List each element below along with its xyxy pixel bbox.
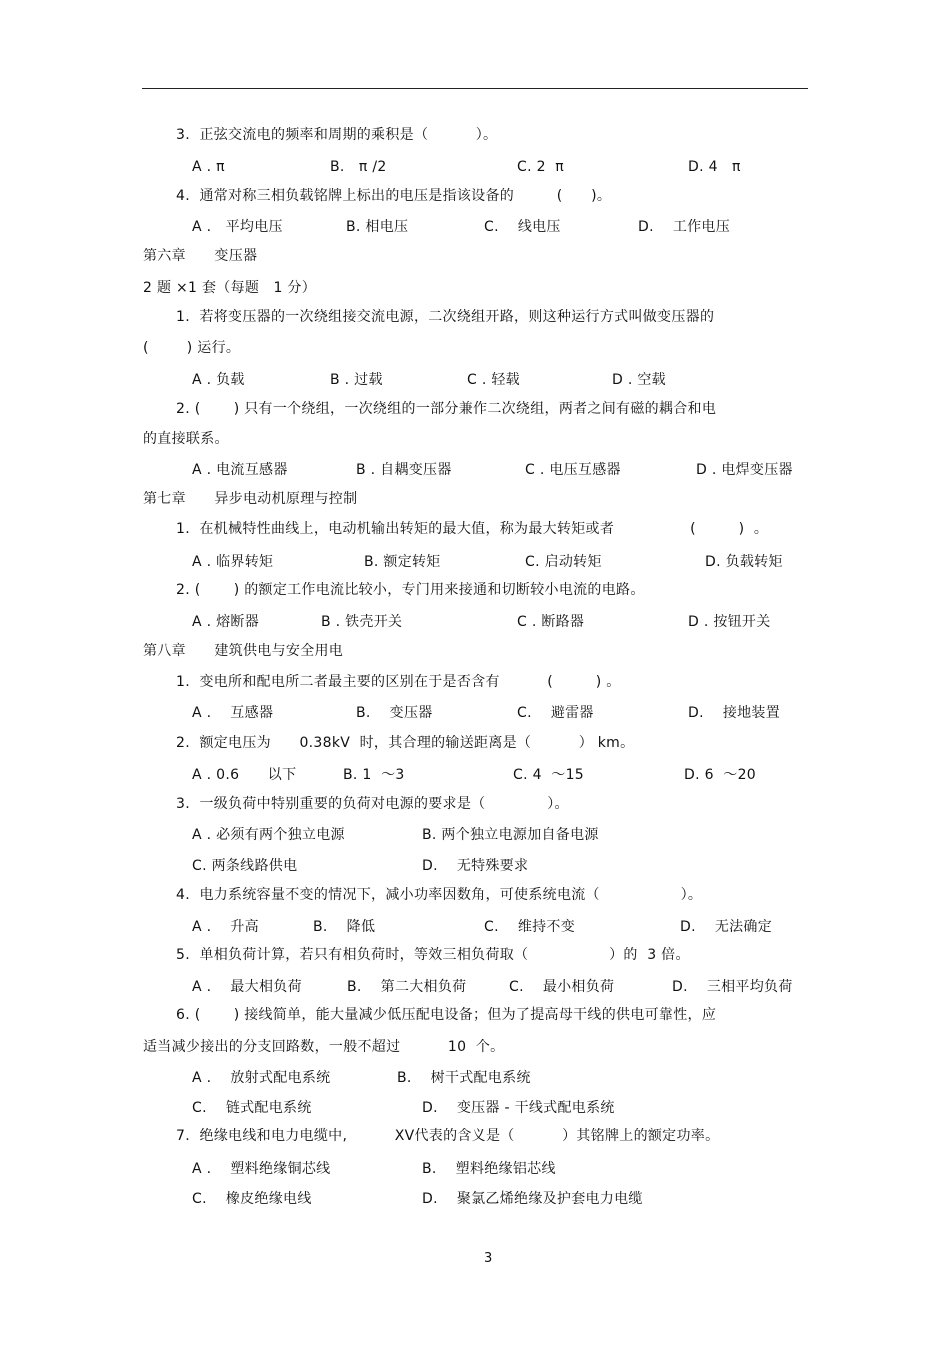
- option-b: B. π /2: [330, 159, 387, 175]
- option-a: A . 熔断器: [192, 614, 260, 630]
- question-stem: 1. 变电所和配电所二者最主要的区别在于是否含有 ( ) 。: [176, 674, 621, 690]
- option-d: D. 接地装置: [688, 705, 781, 721]
- option-a: A . 负载: [192, 372, 245, 388]
- question-continuation: ( ) 运行。: [143, 340, 241, 356]
- question-stem: 3. 一级负荷中特别重要的负荷对电源的要求是（ ）。: [176, 796, 569, 812]
- question-stem: 1. 在机械特性曲线上，电动机输出转矩的最大值，称为最大转矩或者 ( ) 。: [176, 521, 769, 537]
- option-a: A . 放射式配电系统: [192, 1070, 331, 1086]
- question-stem: 2. ( ) 只有一个绕组，一次绕组的一部分兼作二次绕组，两者之间有磁的耦合和电: [176, 401, 717, 417]
- option-c: C. 避雷器: [517, 705, 594, 721]
- option-c: C. 两条线路供电: [192, 858, 298, 874]
- option-d: D. 无特殊要求: [422, 858, 529, 874]
- question-stem: 3. 正弦交流电的频率和周期的乘积是（ ）。: [176, 127, 498, 143]
- option-b: B . 过载: [330, 372, 383, 388]
- option-d: D. 变压器 - 干线式配电系统: [422, 1100, 615, 1116]
- chapter-heading: 第六章 变压器: [143, 248, 258, 264]
- question-stem: 5. 单相负荷计算，若只有相负荷时，等效三相负荷取（ ）的 3 倍。: [176, 947, 690, 963]
- question-continuation: 的直接联系。: [143, 431, 229, 447]
- option-b: B . 自耦变压器: [356, 462, 452, 478]
- question-stem: 1. 若将变压器的一次绕组接交流电源，二次绕组开路，则这种运行方式叫做变压器的: [176, 309, 715, 325]
- option-b: B. 额定转矩: [364, 554, 441, 570]
- option-b: B . 铁壳开关: [321, 614, 403, 630]
- question-stem: 6. ( ) 接线简单，能大量减少低压配电设备；但为了提高母干线的供电可靠性，应: [176, 1007, 717, 1023]
- option-b: B. 变压器: [356, 705, 433, 721]
- option-a: A . 临界转矩: [192, 554, 274, 570]
- option-d: D. 4 π: [688, 159, 741, 175]
- question-stem: 2. ( ) 的额定工作电流比较小，专门用来接通和切断较小电流的电路。: [176, 582, 645, 598]
- option-c: C . 轻载: [467, 372, 520, 388]
- option-b: B. 降低: [313, 919, 376, 935]
- option-a: A . 平均电压: [192, 219, 283, 235]
- option-a: A . 0.6 以下: [192, 767, 297, 783]
- question-continuation: 适当减少接出的分支回路数，一般不超过 10 个。: [143, 1039, 505, 1055]
- chapter-heading: 第八章 建筑供电与安全用电: [143, 643, 344, 659]
- option-c: C. 启动转矩: [525, 554, 602, 570]
- header-rule: [142, 88, 808, 89]
- option-d: D. 三相平均负荷: [672, 979, 793, 995]
- question-stem: 7. 绝缘电线和电力电缆中, XV代表的含义是（ ）其铭牌上的额定功率。: [176, 1128, 720, 1144]
- option-a: A . 互感器: [192, 705, 274, 721]
- option-d: D. 6 ～20: [684, 767, 757, 783]
- option-b: B. 塑料绝缘铝芯线: [422, 1161, 556, 1177]
- option-c: C . 断路器: [517, 614, 585, 630]
- option-a: A . 电流互感器: [192, 462, 288, 478]
- chapter-heading: 第七章 异步电动机原理与控制: [143, 491, 358, 507]
- option-c: C. 链式配电系统: [192, 1100, 312, 1116]
- option-a: A . 必须有两个独立电源: [192, 827, 345, 843]
- section-note: 2 题 ×1 套（每题 1 分）: [143, 280, 317, 296]
- question-stem: 4. 通常对称三相负载铭牌上标出的电压是指该设备的 ( )。: [176, 188, 612, 204]
- option-d: D . 按钮开关: [688, 614, 771, 630]
- option-d: D. 无法确定: [680, 919, 773, 935]
- question-stem: 2. 额定电压为 0.38kV 时，其合理的输送距离是（ ） km。: [176, 735, 635, 751]
- option-b: B. 树干式配电系统: [397, 1070, 531, 1086]
- option-d: D. 工作电压: [638, 219, 731, 235]
- question-stem: 4. 电力系统容量不变的情况下，减小功率因数角，可使系统电流（ ）。: [176, 887, 703, 903]
- option-c: C. 4 ～15: [513, 767, 584, 783]
- option-c: C. 橡皮绝缘电线: [192, 1191, 312, 1207]
- option-a: A . 塑料绝缘铜芯线: [192, 1161, 331, 1177]
- page-number: 3: [484, 1251, 493, 1266]
- option-b: B. 两个独立电源加自备电源: [422, 827, 599, 843]
- option-c: C . 电压互感器: [525, 462, 621, 478]
- option-d: D. 负载转矩: [705, 554, 783, 570]
- option-a: A . 升高: [192, 919, 259, 935]
- option-b: B. 第二大相负荷: [347, 979, 467, 995]
- option-b: B. 1 ～3: [343, 767, 405, 783]
- option-c: C. 最小相负荷: [509, 979, 615, 995]
- option-c: C. 2 π: [517, 159, 565, 175]
- option-d: D. 聚氯乙烯绝缘及护套电力电缆: [422, 1191, 643, 1207]
- option-a: A . 最大相负荷: [192, 979, 302, 995]
- option-c: C. 维持不变: [484, 919, 576, 935]
- option-c: C. 线电压: [484, 219, 561, 235]
- option-d: D . 空载: [612, 372, 666, 388]
- option-d: D . 电焊变压器: [696, 462, 793, 478]
- option-a: A . π: [192, 159, 225, 175]
- option-b: B. 相电压: [346, 219, 409, 235]
